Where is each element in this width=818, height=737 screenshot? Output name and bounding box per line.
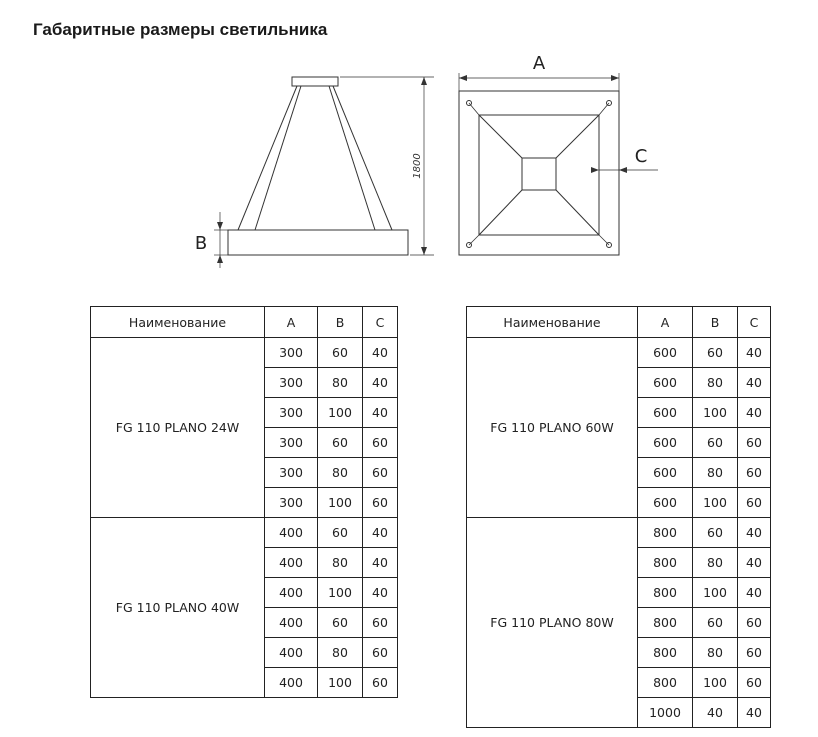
cell-c: 40	[363, 398, 398, 428]
cell-a: 800	[638, 548, 693, 578]
table-row	[91, 518, 398, 548]
header-a: A	[638, 307, 693, 338]
cell-b: 60	[693, 428, 738, 458]
luminaire-dimension-drawing	[0, 0, 818, 300]
cell-a: 1000	[638, 698, 693, 728]
cell-b: 80	[693, 638, 738, 668]
cell-b: 100	[693, 488, 738, 518]
dimension-c-label: C	[634, 146, 648, 167]
spec-table-left	[90, 306, 398, 698]
side-view	[214, 77, 434, 268]
cell-c: 60	[738, 488, 771, 518]
cell-c: 40	[363, 518, 398, 548]
cell-a: 600	[638, 428, 693, 458]
cell-a: 800	[638, 608, 693, 638]
header-c: C	[738, 307, 771, 338]
table-header-row	[467, 307, 771, 338]
cell-c: 40	[738, 548, 771, 578]
page-title: Габаритные размеры светильника	[33, 20, 328, 39]
cell-a: 800	[638, 518, 693, 548]
cell-c: 40	[738, 398, 771, 428]
cell-a: 300	[265, 338, 318, 368]
header-b: B	[318, 307, 363, 338]
cell-c: 60	[738, 608, 771, 638]
product-name: FG 110 PLANO 40W	[91, 518, 265, 698]
cell-a: 800	[638, 638, 693, 668]
cell-b: 100	[693, 398, 738, 428]
cell-c: 40	[738, 698, 771, 728]
product-name: FG 110 PLANO 60W	[467, 338, 638, 518]
cell-b: 80	[318, 638, 363, 668]
table-row	[467, 518, 771, 548]
cell-b: 80	[318, 368, 363, 398]
cell-a: 600	[638, 488, 693, 518]
cell-c: 40	[738, 338, 771, 368]
luminaire-body	[228, 230, 408, 255]
cell-c: 40	[738, 368, 771, 398]
cell-b: 60	[318, 428, 363, 458]
cell-b: 60	[318, 518, 363, 548]
cell-b: 80	[318, 458, 363, 488]
top-view	[459, 73, 658, 255]
cell-b: 80	[318, 548, 363, 578]
product-name: FG 110 PLANO 80W	[467, 518, 638, 728]
cell-c: 60	[363, 638, 398, 668]
header-a: A	[265, 307, 318, 338]
cell-b: 100	[693, 578, 738, 608]
table-header-row	[91, 307, 398, 338]
ceiling-canopy	[292, 77, 338, 86]
spec-table-right	[466, 306, 771, 728]
cell-c: 40	[363, 548, 398, 578]
cell-a: 800	[638, 578, 693, 608]
cell-b: 60	[318, 338, 363, 368]
cell-b: 100	[318, 398, 363, 428]
cell-b: 60	[693, 608, 738, 638]
cell-b: 60	[693, 518, 738, 548]
cell-a: 300	[265, 398, 318, 428]
cell-b: 100	[318, 578, 363, 608]
cell-b: 100	[318, 668, 363, 698]
cell-c: 60	[363, 458, 398, 488]
cell-c: 40	[363, 338, 398, 368]
cell-a: 300	[265, 368, 318, 398]
cell-a: 600	[638, 398, 693, 428]
cell-a: 400	[265, 608, 318, 638]
product-name: FG 110 PLANO 24W	[91, 338, 265, 518]
cell-a: 300	[265, 428, 318, 458]
cell-a: 600	[638, 338, 693, 368]
cell-c: 60	[363, 608, 398, 638]
cell-a: 400	[265, 518, 318, 548]
cell-c: 40	[363, 368, 398, 398]
cell-c: 60	[738, 638, 771, 668]
header-c: C	[363, 307, 398, 338]
cell-b: 60	[693, 338, 738, 368]
cell-a: 400	[265, 638, 318, 668]
cell-c: 60	[738, 458, 771, 488]
cell-c: 60	[363, 488, 398, 518]
cell-a: 600	[638, 368, 693, 398]
cell-b: 40	[693, 698, 738, 728]
cell-a: 800	[638, 668, 693, 698]
cell-b: 80	[693, 458, 738, 488]
table-row	[467, 338, 771, 368]
center-square	[522, 158, 556, 190]
cell-c: 40	[738, 578, 771, 608]
height-dimension-label: 1800	[412, 153, 423, 179]
cell-c: 60	[363, 428, 398, 458]
cell-b: 60	[318, 608, 363, 638]
header-name: Наименование	[91, 307, 265, 338]
cell-a: 400	[265, 578, 318, 608]
cell-a: 300	[265, 458, 318, 488]
cell-c: 60	[738, 668, 771, 698]
cell-b: 100	[693, 668, 738, 698]
cell-c: 60	[738, 428, 771, 458]
header-b: B	[693, 307, 738, 338]
table-row	[91, 338, 398, 368]
cell-a: 600	[638, 458, 693, 488]
dimension-a-label: A	[532, 53, 546, 74]
dimension-b-label: B	[194, 233, 208, 254]
cell-a: 400	[265, 668, 318, 698]
cell-a: 400	[265, 548, 318, 578]
cell-b: 80	[693, 548, 738, 578]
cell-c: 60	[363, 668, 398, 698]
cell-b: 100	[318, 488, 363, 518]
cell-a: 300	[265, 488, 318, 518]
header-name: Наименование	[467, 307, 638, 338]
cell-c: 40	[738, 518, 771, 548]
cell-c: 40	[363, 578, 398, 608]
cell-b: 80	[693, 368, 738, 398]
